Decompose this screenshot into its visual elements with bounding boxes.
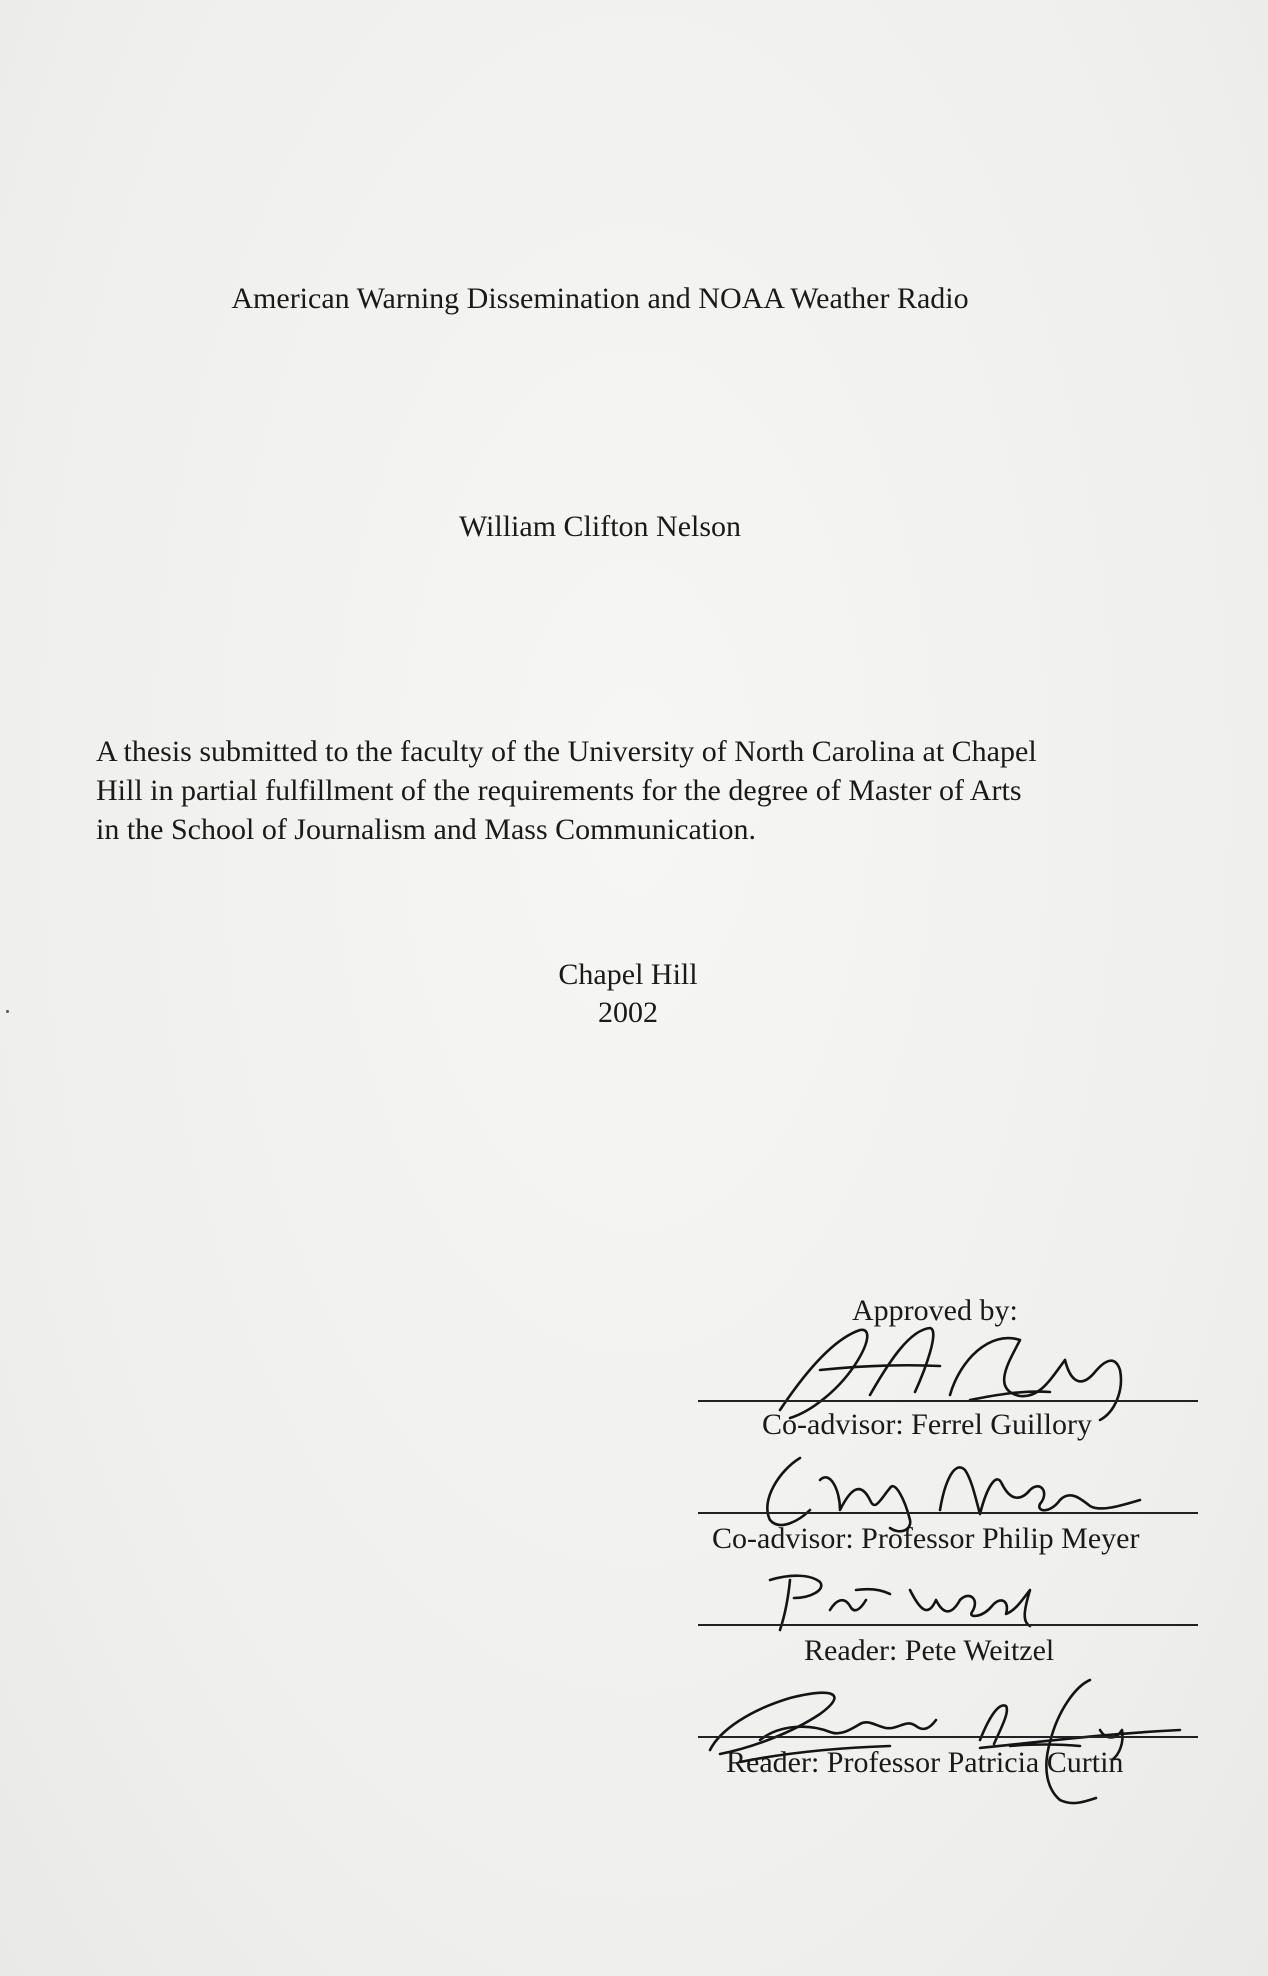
thesis-title: American Warning Dissemination and NOAA Weather Radio — [231, 282, 969, 315]
signature-line — [698, 1624, 1198, 1626]
signature-curtin — [680, 1650, 1200, 1820]
degree-statement-line: in the School of Journalism and Mass Communication. — [96, 813, 756, 846]
signature-weitzel — [760, 1560, 1100, 1640]
scan-speck — [6, 1010, 9, 1013]
place-of-publication: Chapel Hill — [558, 958, 698, 991]
degree-statement-line: Hill in partial fulfillment of the requirements for the degree of Master of Arts — [96, 774, 1022, 807]
publication-year: 2002 — [598, 996, 658, 1029]
degree-statement-line: A thesis submitted to the faculty of the University of North Carolina at Chapel — [96, 735, 1037, 768]
approved-by-heading: Approved by: — [852, 1294, 1018, 1327]
signature-line — [698, 1736, 1198, 1738]
signatory-label: Co-advisor: Ferrel Guillory — [762, 1408, 1092, 1441]
degree-statement — [96, 732, 1196, 849]
signatory-label: Reader: Pete Weitzel — [804, 1634, 1055, 1667]
signature-line — [698, 1512, 1198, 1514]
signatory-label: Co-advisor: Professor Philip Meyer — [712, 1522, 1140, 1555]
signature-line — [698, 1400, 1198, 1402]
signatory-label: Reader: Professor Patricia Curtin — [726, 1746, 1124, 1779]
author-name: William Clifton Nelson — [458, 510, 742, 543]
